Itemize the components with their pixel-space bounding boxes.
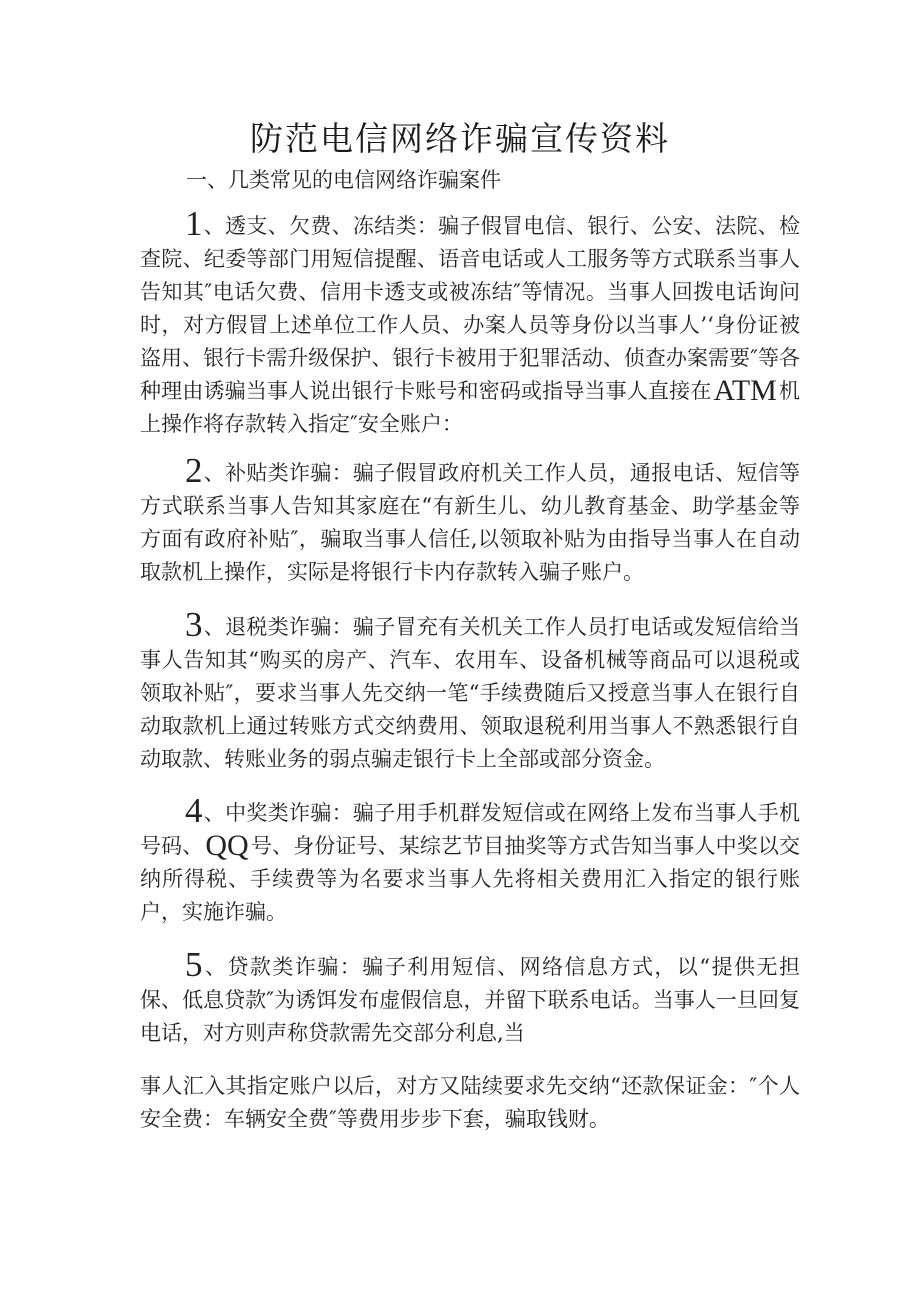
paragraph-text-tail: 机上操作将存款转入指定″安全账户：	[140, 379, 801, 436]
item-number: 4	[185, 791, 203, 830]
item-number: 5	[185, 945, 203, 984]
paragraph-item-5	[140, 945, 800, 1050]
paragraph-item-4	[140, 791, 801, 929]
paragraph-text-tail: 号、身份证号、某综艺节目抽奖等方式告知当事人中奖以交纳所得税、手续费等为名要求当事人先将相关费用汇入指定的银行账户，实施诈骗。	[140, 834, 801, 924]
emphasized-term: QQ	[205, 829, 249, 862]
paragraph-text: 、补贴类诈骗：骗子假冒政府机关工作人员，通报电话、短信等方式联系当事人告知其家庭在“有新生儿、幼儿教育基金、助学基金等方面有政府补贴″，骗取当事人信任,以领取补贴为由指导当事人在自动取款机上操作，实际是将银行卡内存款转入骗子账户。	[140, 461, 800, 584]
item-number: 1	[185, 204, 203, 243]
paragraph-text: 、中奖类诈骗：骗子用手机群发短信或在网络上发布当事人手机号码、	[140, 801, 800, 858]
page-title: 防范电信网络诈骗宣传资料	[250, 119, 670, 158]
paragraph-text: 、贷款类诈骗：骗子利用短信、网络信息方式，以“提供无担保、低息贷款″为诱饵发布虚假信息，并留下联系电话。当事人一旦回复电话，对方则声称贷款需先交部分利息,当	[140, 955, 800, 1045]
paragraph-continuation: 事人汇入其指定账户以后，对方又陆续要求先交纳“还款保证金：″个人安全费：车辆安全费″等费用步步下套，骗取钱财。	[140, 1074, 800, 1131]
item-number: 2	[185, 451, 203, 490]
paragraph-text: 、退税类诈骗：骗子冒充有关机关工作人员打电话或发短信给当事人告知其“购买的房产、汽车、农用车、设备机械等商品可以退税或领取补贴″，要求当事人先交纳一笔“手续费随后又授意当事人在银行自动取款机上通过转账方式交纳费用、领取退税利用当事人不熟悉银行自动取款、转账业务的弱点骗走银行卡上全部或部分资金。	[140, 615, 800, 771]
paragraph-text: 、透支、欠费、冻结类：骗子假冒电信、银行、公安、法院、检查院、纪委等部门用短信提醒、语音电话或人工服务等方式联系当事人告知其″电话欠费、信用卡透支或被冻结″等情况。当事人回拨电话询问时，对方假冒上述单位工作人员、办案人员等身份以当事人’‘身份证被盗用、银行卡需升级保护、银行卡被用于犯罪活动、侦查办案需要″等各种理由诱骗当事人说出银行卡账号和密码或指导当事人直接在	[140, 214, 800, 403]
paragraph-item-3	[140, 605, 800, 776]
paragraph-item-1	[140, 204, 801, 441]
item-number: 3	[185, 605, 203, 644]
paragraph-item-2	[140, 451, 800, 589]
section-heading: 一、几类常见的电信网络诈骗案件	[186, 168, 501, 192]
emphasized-term: ATM	[713, 374, 777, 407]
